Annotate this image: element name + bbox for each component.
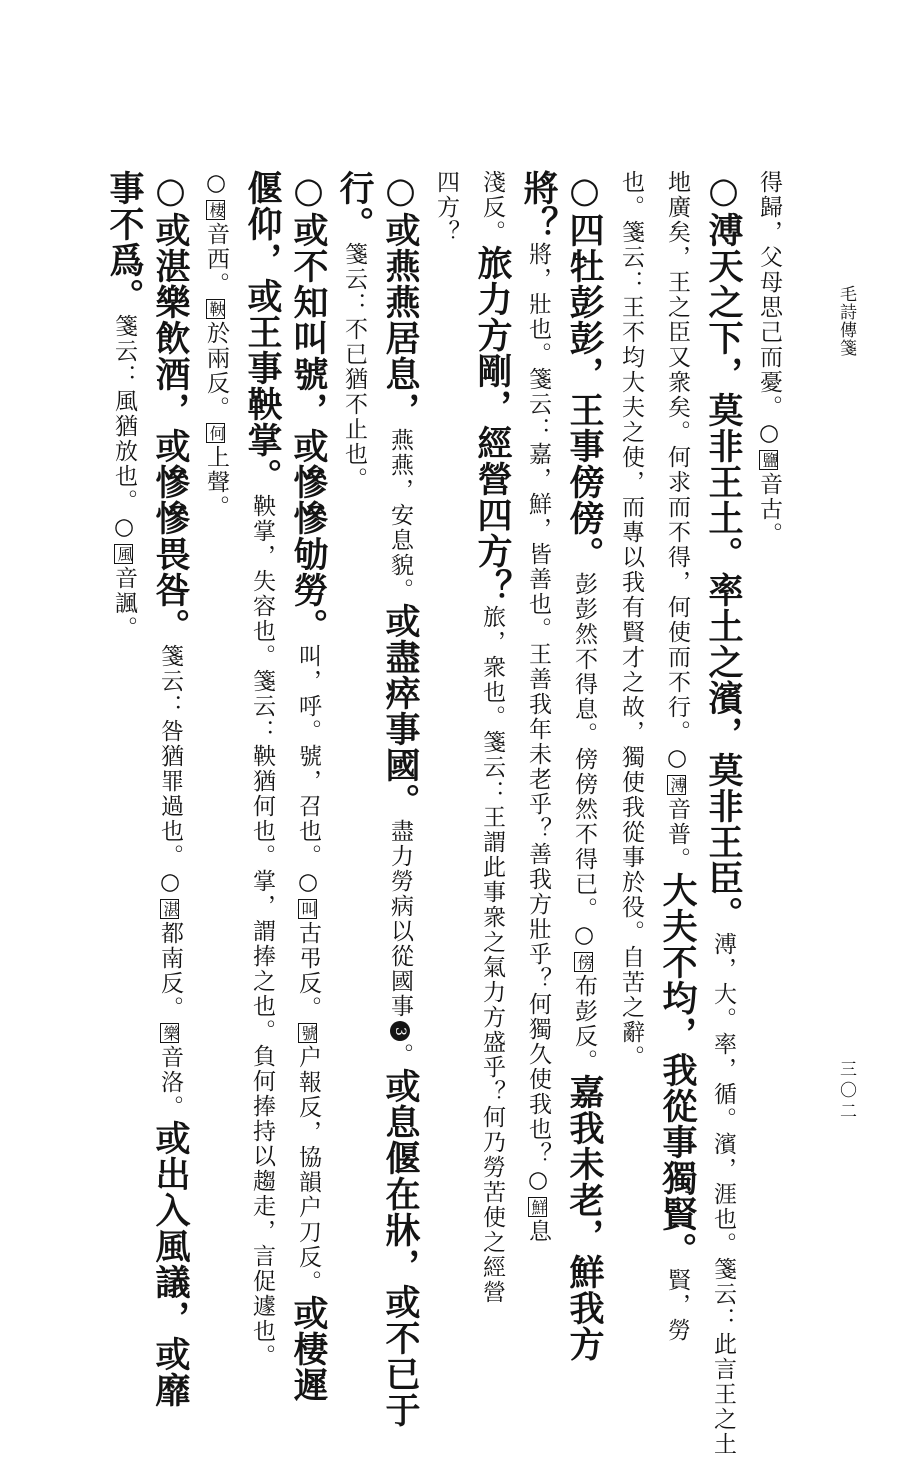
footnote-marker: 3 bbox=[390, 1021, 410, 1041]
boxed-character: 溥 bbox=[668, 777, 687, 793]
header-title: 毛詩傳箋 bbox=[836, 285, 856, 357]
text-column bbox=[147, 170, 193, 1408]
commentary-text: 布彭反。 bbox=[571, 974, 597, 1074]
boxed-character: 鮮 bbox=[529, 1199, 548, 1215]
commentary-text: 音古。 bbox=[756, 472, 782, 547]
commentary-text: 音洛。 bbox=[157, 1045, 183, 1120]
commentary-text: 音諷。 bbox=[111, 566, 137, 641]
commentary-text: 燕燕，安息貌。 bbox=[387, 428, 413, 603]
main-verse-text: 嘉我未老，鮮我方 bbox=[564, 1074, 605, 1362]
main-verse-text: 或盡瘁事國。 bbox=[380, 603, 421, 819]
main-verse-text: 或棲遲 bbox=[288, 1295, 329, 1403]
main-verse-text: 事不爲。 bbox=[104, 170, 145, 314]
commentary-text: 於兩反。 bbox=[203, 321, 229, 421]
main-verse-text: 大夫不均，我從事獨賢。 bbox=[657, 872, 698, 1268]
boxed-character: 傍 bbox=[575, 954, 594, 970]
commentary-text: 古弔反。 bbox=[295, 921, 321, 1021]
commentary-text: 得歸，父母思己而憂。○ bbox=[756, 170, 782, 448]
text-column bbox=[654, 170, 700, 1343]
text-column bbox=[469, 170, 515, 1310]
commentary-text: ○ bbox=[203, 170, 229, 198]
main-verse-text: 偃仰，或王事鞅掌。 bbox=[242, 170, 283, 494]
commentary-text: 音西。 bbox=[203, 222, 229, 297]
commentary-text: 音普。 bbox=[664, 797, 690, 872]
commentary-text: 鞅掌，失容也。箋云：鞅猶何也。掌，謂捧之也。負何捧持以趨走，言促遽也。 bbox=[249, 494, 275, 1369]
text-column bbox=[608, 170, 654, 1310]
main-verse-text: ○或燕燕居息， bbox=[380, 170, 421, 428]
commentary-text: 旅，衆也。箋云：王謂此事衆之氣力方盛乎？何乃勞苦使之經營 bbox=[479, 605, 505, 1305]
text-column bbox=[331, 170, 377, 1310]
boxed-character: 棲 bbox=[207, 202, 226, 218]
boxed-character: 鹽 bbox=[760, 452, 779, 468]
main-verse-text: 或出入風議，或靡 bbox=[150, 1120, 191, 1408]
main-verse-text: ○或湛樂飲酒，或慘慘畏咎。 bbox=[150, 170, 191, 644]
commentary-text: 也。箋云：王不均大夫之使，而專以我有賢才之故，獨使我從事於役。自苦之辭。 bbox=[618, 170, 644, 1070]
commentary-text: 賢，勞 bbox=[664, 1268, 690, 1343]
boxed-character: 鞅 bbox=[207, 301, 226, 317]
commentary-text: 箋云：咎猶罪過也。○ bbox=[157, 644, 183, 897]
commentary-text: 。 bbox=[387, 1043, 413, 1068]
commentary-text: 地廣矣，王之臣又衆矣。何求而不得，何使而不行。○ bbox=[664, 170, 690, 773]
main-verse-text: 將？ bbox=[518, 170, 559, 242]
text-column bbox=[746, 170, 792, 1310]
commentary-text: 叫，呼。號，召也。○ bbox=[295, 644, 321, 897]
boxed-character: 風 bbox=[115, 546, 134, 562]
boxed-character: 湛 bbox=[161, 901, 180, 917]
commentary-text: 都南反。 bbox=[157, 921, 183, 1021]
commentary-text: 箋云：風猶放也。○ bbox=[111, 314, 137, 542]
commentary-text: 四方？ bbox=[433, 170, 459, 245]
text-column bbox=[101, 170, 147, 1310]
text-column bbox=[515, 170, 561, 1310]
commentary-text: 將，壯也。箋云：嘉，鮮，皆善也。王善我年未老乎？善我方壯乎？何獨久使我也？○ bbox=[525, 242, 551, 1195]
text-column bbox=[561, 170, 607, 1362]
text-column bbox=[700, 170, 746, 1457]
main-verse-text: ○或不知叫號，或慘慘劬勞。 bbox=[288, 170, 329, 644]
commentary-text: 淺反。 bbox=[479, 170, 505, 245]
text-column bbox=[377, 170, 423, 1428]
boxed-character: 號 bbox=[299, 1025, 318, 1041]
main-verse-text: ○四牡彭彭，王事傍傍。 bbox=[564, 170, 605, 572]
boxed-character: 樂 bbox=[161, 1025, 180, 1041]
commentary-text: 户報反，協韻户刀反。 bbox=[295, 1045, 321, 1295]
commentary-text: 上聲。 bbox=[203, 445, 229, 520]
main-verse-text: 旅力方剛，經營四方？ bbox=[472, 245, 513, 605]
commentary-text: 溥，大。率，循。濱，涯也。箋云：此言王之土 bbox=[710, 932, 736, 1457]
main-verse-text: ○溥天之下，莫非王土。率土之濱，莫非王臣。 bbox=[703, 170, 744, 932]
text-column bbox=[193, 170, 239, 1310]
text-column bbox=[285, 170, 331, 1403]
boxed-character: 何 bbox=[207, 425, 226, 441]
commentary-text: 息 bbox=[525, 1219, 551, 1244]
commentary-text: 盡力勞病以從國事 bbox=[387, 819, 413, 1019]
text-column bbox=[239, 170, 285, 1369]
page-number: 三〇二 bbox=[836, 1060, 856, 1123]
main-verse-text: 行。 bbox=[334, 170, 375, 242]
commentary-text: 彭彭然不得息。傍傍然不得已。○ bbox=[571, 572, 597, 950]
commentary-text: 箋云：不已猶不止也。 bbox=[341, 242, 367, 492]
boxed-character: 叫 bbox=[299, 901, 318, 917]
main-verse-text: 或息偃在牀，或不已于 bbox=[380, 1068, 421, 1428]
text-column bbox=[423, 170, 469, 1310]
